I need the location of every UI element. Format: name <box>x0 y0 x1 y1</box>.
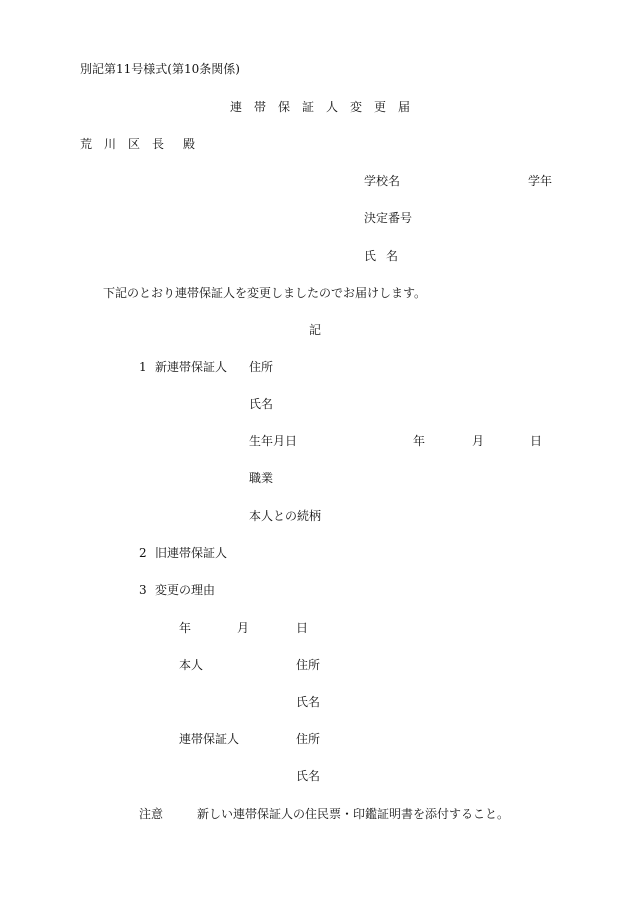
birthdate-month-label: 月 <box>472 434 485 448</box>
addressee-honorific: 殿 <box>183 137 196 151</box>
guarantor-signature-label: 連帯保証人 <box>179 732 240 746</box>
guarantor-address-label: 住所 <box>296 732 321 746</box>
section-2-heading: 旧連帯保証人 <box>155 546 228 560</box>
date-year-label: 年 <box>179 621 192 635</box>
birthdate-day-label: 日 <box>530 434 543 448</box>
principal-name-label: 氏名 <box>296 695 321 709</box>
section-3-number: 3 <box>139 583 147 597</box>
new-guarantor-occupation-label: 職業 <box>249 471 274 485</box>
birthdate-year-label: 年 <box>413 434 426 448</box>
decision-number-label: 決定番号 <box>364 211 413 225</box>
principal-label: 本人 <box>179 658 204 672</box>
section-2-number: 2 <box>139 546 147 560</box>
intro-text: 下記のとおり連帯保証人を変更しましたのでお届けします。 <box>103 286 427 300</box>
new-guarantor-birthdate-label: 生年月日 <box>249 434 298 448</box>
guarantor-name-label: 氏名 <box>296 769 321 783</box>
section-1-heading: 新連帯保証人 <box>155 360 228 374</box>
section-3-heading: 変更の理由 <box>155 583 216 597</box>
school-name-label: 学校名 <box>364 174 401 188</box>
date-day-label: 日 <box>296 621 309 635</box>
note-text: 新しい連帯保証人の住民票・印鑑証明書を添付すること。 <box>197 807 510 821</box>
form-reference: 別記第11号様式(第10条関係) <box>80 62 240 76</box>
new-guarantor-address-label: 住所 <box>249 360 274 374</box>
form-title: 連帯保証人変更届 <box>230 100 423 114</box>
ki-label: 記 <box>309 323 322 337</box>
applicant-name-label: 氏名 <box>364 249 409 263</box>
new-guarantor-relation-label: 本人との続柄 <box>249 509 322 523</box>
section-1-number: 1 <box>139 360 147 374</box>
grade-label: 学年 <box>528 174 553 188</box>
date-month-label: 月 <box>237 621 250 635</box>
note-label: 注意 <box>139 807 164 821</box>
principal-address-label: 住所 <box>296 658 321 672</box>
addressee-name: 荒川区長 <box>80 137 177 151</box>
new-guarantor-name-label: 氏名 <box>249 397 274 411</box>
